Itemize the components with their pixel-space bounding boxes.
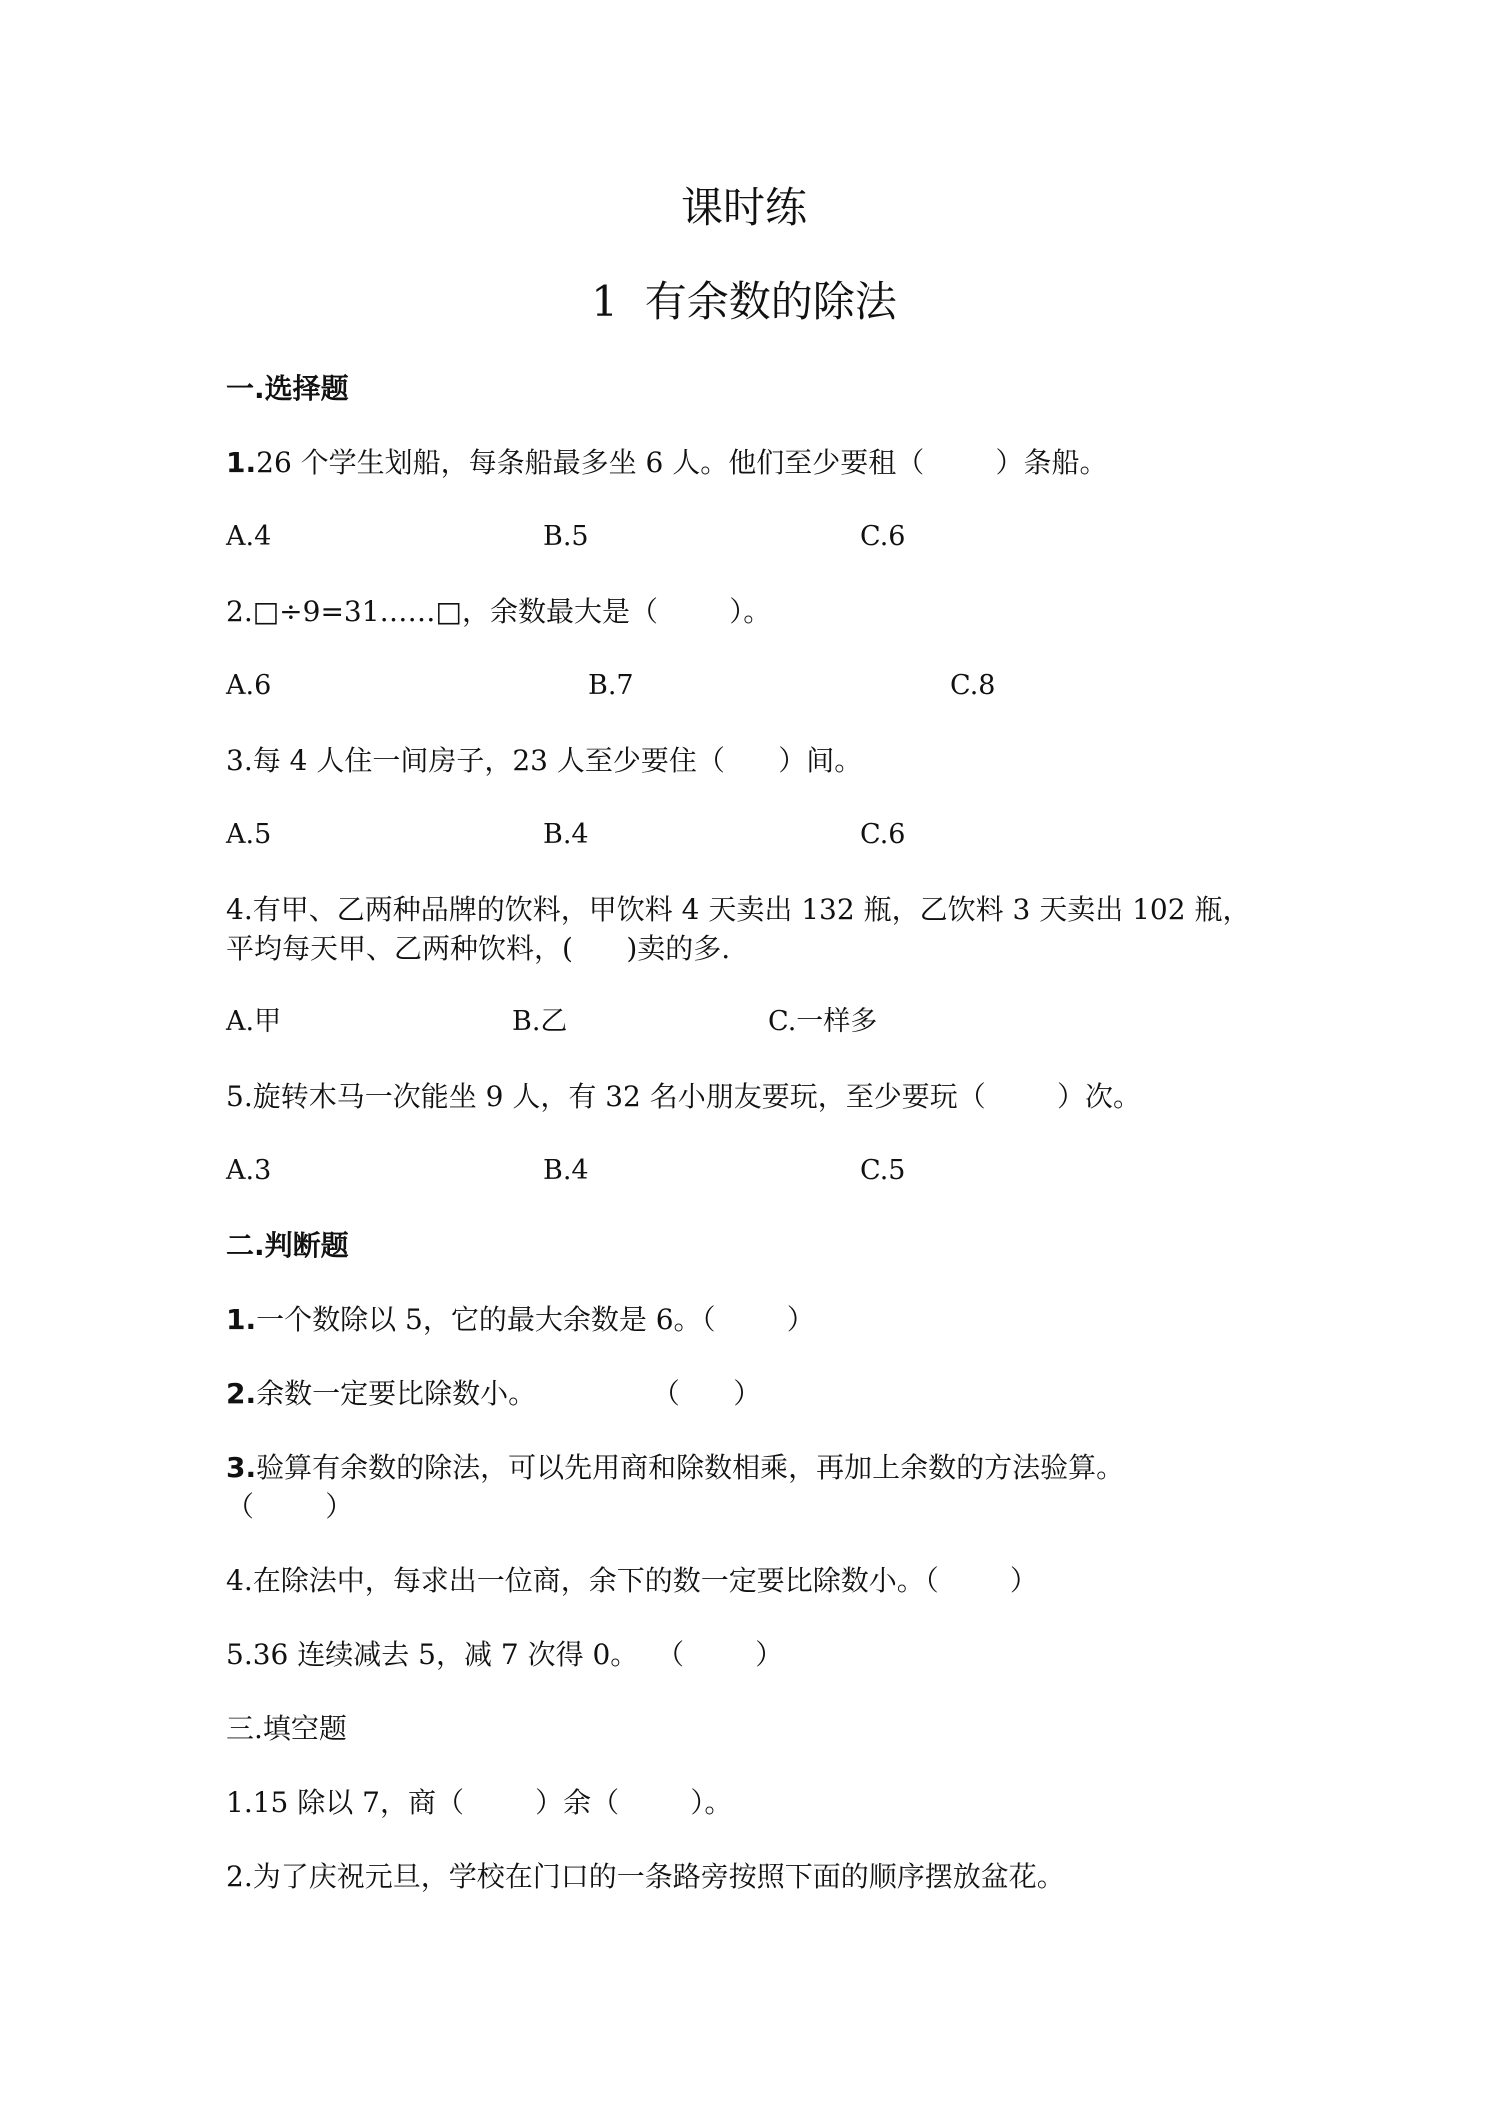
judge-question-3 bbox=[226, 1451, 1124, 1485]
section-heading-judgement: 二.判断题 bbox=[226, 1229, 349, 1262]
fill-question-2 bbox=[226, 1860, 1065, 1894]
question-text: 15 除以 7，商（ ）余（ ）。 bbox=[252, 1786, 733, 1819]
option-a: A.6 bbox=[226, 670, 272, 701]
question-text: 验算有余数的除法，可以先用商和除数相乘，再加上余数的方法验算。 bbox=[256, 1451, 1125, 1484]
option-b: B.4 bbox=[543, 819, 589, 850]
question-number: 3. bbox=[226, 744, 253, 777]
question-number: 3. bbox=[226, 1451, 257, 1484]
question-number: 2. bbox=[226, 1860, 253, 1893]
judge-question-3-line2: （ ） bbox=[226, 1490, 354, 1523]
choice-question-3 bbox=[226, 744, 862, 778]
question-number: 1. bbox=[226, 446, 257, 479]
question-number: 5. bbox=[226, 1638, 253, 1671]
option-c: C.6 bbox=[860, 819, 906, 850]
question-text: □÷9=31……□，余数最大是（ ）。 bbox=[252, 595, 772, 628]
option-a: A.5 bbox=[226, 819, 272, 850]
question-text: 旋转木马一次能坐 9 人，有 32 名小朋友要玩，至少要玩（ ）次。 bbox=[252, 1080, 1141, 1113]
question-text: 36 连续减去 5，减 7 次得 0。 （ ） bbox=[252, 1638, 784, 1671]
question-number: 1. bbox=[226, 1303, 257, 1336]
question-number: 4. bbox=[226, 1564, 253, 1597]
question-text: 一个数除以 5，它的最大余数是 6。（ ） bbox=[256, 1303, 815, 1336]
section-heading-fill-blank: 三.填空题 bbox=[226, 1712, 347, 1745]
question-text: 有甲、乙两种品牌的饮料，甲饮料 4 天卖出 132 瓶，乙饮料 3 天卖出 102 瓶， bbox=[252, 893, 1251, 926]
choice-question-2 bbox=[226, 595, 771, 629]
question-text: 在除法中，每求出一位商，余下的数一定要比除数小。（ ） bbox=[252, 1564, 1038, 1597]
question-text: 26 个学生划船，每条船最多坐 6 人。他们至少要租（ ）条船。 bbox=[256, 446, 1108, 479]
question-number: 2. bbox=[226, 1377, 257, 1410]
option-a: A.甲 bbox=[226, 1006, 282, 1037]
question-text: 余数一定要比除数小。 （ ） bbox=[256, 1377, 762, 1410]
option-c: C.一样多 bbox=[768, 1006, 878, 1037]
page-title: 课时练 bbox=[680, 183, 807, 232]
option-a: A.3 bbox=[226, 1155, 272, 1186]
option-a: A.4 bbox=[226, 521, 272, 552]
option-b: B.乙 bbox=[512, 1006, 568, 1037]
option-b: B.5 bbox=[543, 521, 589, 552]
fill-question-1 bbox=[226, 1786, 732, 1820]
judge-question-2 bbox=[226, 1377, 761, 1411]
question-number: 1. bbox=[226, 1786, 253, 1819]
choice-question-1 bbox=[226, 446, 1107, 480]
page-subtitle: 1 有余数的除法 bbox=[591, 277, 897, 326]
choice-question-5 bbox=[226, 1080, 1141, 1114]
option-c: C.5 bbox=[860, 1155, 906, 1186]
choice-question-4 bbox=[226, 893, 1250, 927]
question-number: 4. bbox=[226, 893, 253, 926]
question-text: 每 4 人住一间房子，23 人至少要住（ ）间。 bbox=[252, 744, 863, 777]
question-number: 5. bbox=[226, 1080, 253, 1113]
option-c: C.6 bbox=[860, 521, 906, 552]
judge-question-4 bbox=[226, 1564, 1038, 1598]
question-number: 2. bbox=[226, 595, 253, 628]
option-b: B.4 bbox=[543, 1155, 589, 1186]
choice-question-4-line2: 平均每天甲、乙两种饮料，( )卖的多. bbox=[226, 932, 731, 965]
judge-question-5 bbox=[226, 1638, 783, 1672]
option-b: B.7 bbox=[588, 670, 634, 701]
option-c: C.8 bbox=[950, 670, 996, 701]
judge-question-1 bbox=[226, 1303, 815, 1337]
section-heading-choice: 一.选择题 bbox=[226, 372, 349, 405]
question-text: 为了庆祝元旦，学校在门口的一条路旁按照下面的顺序摆放盆花。 bbox=[252, 1860, 1065, 1893]
